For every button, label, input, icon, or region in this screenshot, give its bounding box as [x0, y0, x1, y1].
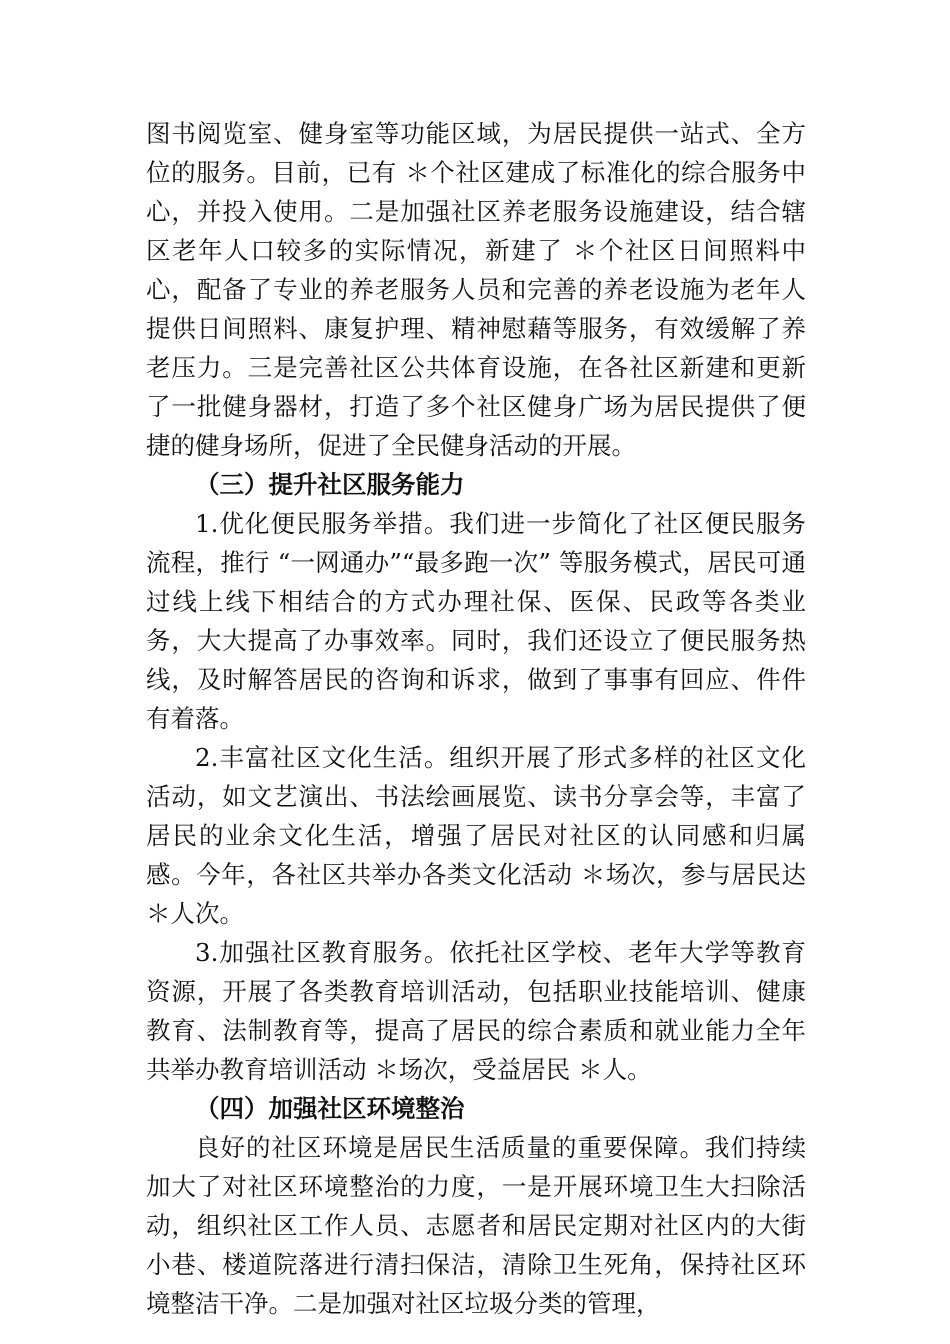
document-body	[146, 114, 806, 1323]
paragraph-environment: 良好的社区环境是居民生活质量的重要保障。我们持续加大了对社区环境整治的力度，一是开展环境卫生大扫除活动，组织社区工作人员、志愿者和居民定期对社区内的大街小巷、楼道院落进行清扫保洁，清除卫生死角，保持社区环境整洁干净。二是加强对社区垃圾分类的管理，	[146, 1133, 806, 1318]
section-heading-4: （四）加强社区环境整治	[195, 1094, 465, 1123]
paragraph-education-services: 3.加强社区教育服务。依托社区学校、老年大学等教育资源，开展了各类教育培训活动，包括职业技能培训、健康教育、法制教育等，提高了居民的综合素质和就业能力全年共举办教育培训活动 ＊场次，受益居民 ＊人。	[146, 938, 806, 1084]
paragraph-cultural-life: 2.丰富社区文化生活。组织开展了形式多样的社区文化活动，如文艺演出、书法绘画展览、读书分享会等，丰富了居民的业余文化生活，增强了居民对社区的认同感和归属感。今年，各社区共举办各类文化活动 ＊场次，参与居民达 ＊人次。	[146, 743, 806, 928]
paragraph-convenience-services: 1.优化便民服务举措。我们进一步简化了社区便民服务流程，推行 “一网通办”“最多跑一次” 等服务模式，居民可通过线上线下相结合的方式办理社保、医保、民政等各类业务，大大提高了办事效率。同时，我们还设立了便民服务热线，及时解答居民的咨询和诉求，做到了事事有回应、件件有着落。	[146, 509, 806, 733]
paragraph-facilities-continued: 图书阅览室、健身室等功能区域，为居民提供一站式、全方位的服务。目前，已有 ＊个社区建成了标准化的综合服务中心，并投入使用。二是加强社区养老服务设施建设，结合辖区老年人口较多的实际情况，新建了 ＊个社区日间照料中心，配备了专业的养老服务人员和完善的养老设施为老年人提供日间照料、康复护理、精神慰藉等服务，有效缓解了养老压力。三是完善社区公共体育设施，在各社区新建和更新了一批健身器材，打造了多个社区健身广场为居民提供了便捷的健身场所，促进了全民健身活动的开展。	[146, 119, 806, 460]
section-heading-3: （三）提升社区服务能力	[195, 470, 465, 499]
